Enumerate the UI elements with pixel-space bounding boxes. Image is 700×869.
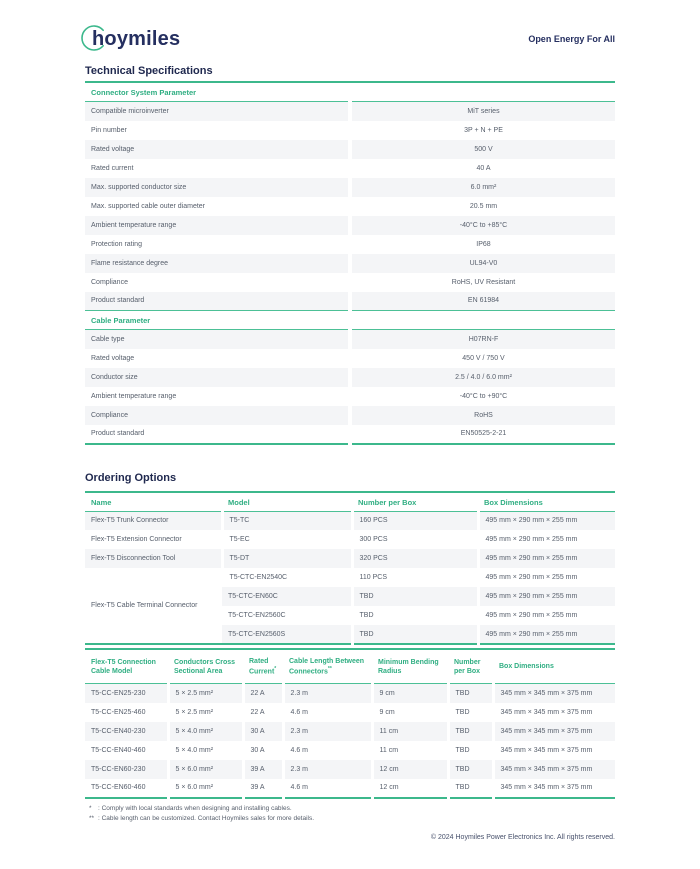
hoymiles-logo [85, 22, 180, 56]
cell-group-name: Flex-T5 Cable Terminal Connector [85, 568, 222, 644]
cell-model: T5-EC [222, 530, 352, 549]
cell-dims: 495 mm × 290 mm × 255 mm [478, 530, 615, 549]
col-header-number-per-box: Number per Box [352, 492, 478, 512]
cell-dims: 495 mm × 290 mm × 255 mm [478, 511, 615, 530]
cell-model: T5-TC [222, 511, 352, 530]
cell: 30 A [243, 722, 283, 741]
spec-value: EN50525-2-21 [350, 425, 615, 444]
table-row [85, 760, 615, 779]
cell: 11 cm [372, 741, 448, 760]
cell: 22 A [243, 684, 283, 703]
cell: 12 cm [372, 779, 448, 798]
cell-dims: 495 mm × 290 mm × 255 mm [478, 568, 615, 587]
cell: 4.6 m [283, 741, 372, 760]
cell: 11 cm [372, 722, 448, 741]
spec-value: 6.0 mm² [350, 178, 615, 197]
cell-qty: TBD [352, 625, 478, 644]
table-row [85, 235, 615, 254]
cell-qty: 160 PCS [352, 511, 478, 530]
col-header-cable-length: Cable Length Between Connectors** [283, 649, 372, 684]
cell: T5-CC-EN60-460 [91, 784, 146, 792]
cell: 39 A [243, 760, 283, 779]
spec-value: 2.5 / 4.0 / 6.0 mm² [350, 368, 615, 387]
cell: 5 × 2.5 mm² [168, 684, 243, 703]
spec-value: 20.5 mm [350, 197, 615, 216]
cell: 345 mm × 345 mm × 375 mm [493, 779, 615, 798]
cell-dims: 495 mm × 290 mm × 255 mm [478, 587, 615, 606]
cell-qty: TBD [352, 587, 478, 606]
col-header-cable-model: Flex-T5 Connection Cable Model [85, 649, 168, 684]
cell: 5 × 4.0 mm² [168, 722, 243, 741]
cell: 9 cm [372, 684, 448, 703]
cell: T5-CC-EN60-230 [85, 760, 168, 779]
spec-label: Protection rating [91, 240, 142, 248]
cell: 4.6 m [283, 779, 372, 798]
footnote-marker: ** [89, 814, 95, 822]
cell: 2.3 m [283, 760, 372, 779]
table-header-row [85, 649, 615, 684]
spec-label: Compliance [91, 278, 128, 286]
spec-value: UL94-V0 [350, 254, 615, 273]
cell: 2.3 m [283, 722, 372, 741]
ordering-table-cables [85, 648, 615, 799]
cell: 5 × 6.0 mm² [168, 779, 243, 798]
spec-value: -40°C to +85°C [350, 216, 615, 235]
table-row [85, 178, 615, 197]
footnote-text: : Cable length can be customized. Contact Hoymiles sales for more details. [98, 814, 315, 822]
table-row [85, 549, 615, 568]
col-header-name: Name [85, 492, 222, 512]
spec-value: RoHS, UV Resistant [350, 273, 615, 292]
cell: T5-CC-EN25-460 [91, 708, 146, 716]
cell: 5 × 4.0 mm² [168, 741, 243, 760]
cell-name: Flex-T5 Disconnection Tool [85, 549, 222, 568]
cell: TBD [448, 741, 493, 760]
technical-specifications-title: Technical Specifications [85, 65, 213, 77]
table-row [85, 330, 615, 349]
footnote-2 [85, 814, 615, 824]
col-header-box-dimensions: Box Dimensions [478, 492, 615, 512]
cell-name: Flex-T5 Trunk Connector [85, 511, 222, 530]
cell-model: T5-CTC-EN2560C [228, 612, 286, 619]
table-row [85, 197, 615, 216]
spec-label: Max. supported conductor size [85, 178, 350, 197]
cell: 22 A [243, 703, 283, 722]
spec-label: Rated current [91, 164, 134, 172]
cell: 12 cm [372, 760, 448, 779]
cell: 9 cm [372, 703, 448, 722]
cell-dims: 495 mm × 290 mm × 255 mm [478, 549, 615, 568]
cell: 345 mm × 345 mm × 375 mm [493, 684, 615, 703]
cell: 2.3 m [283, 684, 372, 703]
table-row [85, 292, 615, 311]
spec-label: Ambient temperature range [91, 392, 177, 400]
cell-model: T5-CTC-EN60C [222, 587, 352, 606]
spec-label: Compatible microinverter [85, 102, 350, 121]
cell-model: T5-CTC-EN2540C [222, 568, 352, 587]
table-row [85, 140, 615, 159]
cell-qty: 110 PCS [352, 568, 478, 587]
footnote-1 [85, 804, 615, 814]
spec-value: 3P + N + PE [350, 121, 615, 140]
copyright-text: © 2024 Hoymiles Power Electronics Inc. All rights reserved. [430, 833, 615, 841]
footnote-text: : Comply with local standards when designing and installing cables. [98, 804, 292, 812]
spec-label: Product standard [91, 430, 145, 437]
spec-value: -40°C to +90°C [350, 387, 615, 406]
spec-value: 450 V / 750 V [350, 349, 615, 368]
cell-model: T5-CTC-EN2560S [222, 625, 352, 644]
spec-label: Ambient temperature range [85, 216, 350, 235]
ordering-options-title: Ordering Options [85, 471, 177, 484]
technical-specifications-table [85, 81, 615, 445]
spec-value: MiT series [350, 102, 615, 121]
table-row [85, 741, 615, 760]
col-header-cross-section: Conductors Cross Sectional Area [168, 649, 243, 684]
cell-name: Flex-T5 Extension Connector [91, 536, 182, 543]
table-row [85, 684, 615, 703]
cell: TBD [448, 684, 493, 703]
cell-qty: 320 PCS [352, 549, 478, 568]
cell-qty: TBD [352, 606, 478, 625]
table-row [85, 121, 615, 140]
brand-tagline: Open Energy For All [528, 34, 615, 44]
spec-value: EN 61984 [350, 292, 615, 311]
spec-label: Flame resistance degree [85, 254, 350, 273]
table-row [85, 368, 615, 387]
cell-model: T5-DT [222, 549, 352, 568]
logo-wordmark: hoymiles [92, 27, 181, 50]
footnotes [85, 804, 615, 824]
table-row [85, 722, 615, 741]
spec-value: 500 V [350, 140, 615, 159]
spec-label: Pin number [91, 126, 127, 134]
spec-label: Compliance [85, 406, 350, 425]
page-header [85, 0, 615, 57]
table-row [85, 530, 615, 549]
footnote-marker: * [89, 804, 92, 812]
spec-label: Conductor size [85, 368, 350, 387]
table-row [85, 159, 615, 178]
cell: T5-CC-EN40-460 [91, 746, 146, 754]
cell: 345 mm × 345 mm × 375 mm [493, 741, 615, 760]
cell: T5-CC-EN40-230 [85, 722, 168, 741]
table-row [85, 406, 615, 425]
cell-qty: 300 PCS [352, 530, 478, 549]
logo-arc-icon [79, 23, 109, 53]
spec-value: 40 A [350, 159, 615, 178]
cell: 345 mm × 345 mm × 375 mm [493, 760, 615, 779]
cell: TBD [448, 779, 493, 798]
spec-value: H07RN-F [350, 330, 615, 349]
table-row [85, 273, 615, 292]
cell: TBD [448, 760, 493, 779]
spec-value: IP68 [350, 235, 615, 254]
cell: 5 × 6.0 mm² [168, 760, 243, 779]
spec-label: Max. supported cable outer diameter [91, 202, 206, 210]
cell: 4.6 m [283, 703, 372, 722]
col-header-bending-radius: Minimum Bending Radius [372, 649, 448, 684]
col-header-box-dimensions: Box Dimensions [493, 649, 615, 684]
section-header-cable: Cable Parameter [85, 311, 615, 330]
spec-label: Rated voltage [91, 354, 135, 362]
spec-value: RoHS [350, 406, 615, 425]
table-row [85, 568, 615, 587]
cell: 30 A [243, 741, 283, 760]
cell-dims: 495 mm × 290 mm × 255 mm [478, 606, 615, 625]
cell: TBD [448, 703, 493, 722]
cell: 5 × 2.5 mm² [168, 703, 243, 722]
table-row [85, 425, 615, 444]
table-row [85, 387, 615, 406]
spec-label: Product standard [85, 292, 350, 311]
cell: 345 mm × 345 mm × 375 mm [493, 722, 615, 741]
cell: 39 A [243, 779, 283, 798]
col-header-number-per-box: Number per Box [448, 649, 493, 684]
table-row [85, 102, 615, 121]
ordering-table-connectors [85, 491, 615, 646]
cell: T5-CC-EN25-230 [85, 684, 168, 703]
cell: 345 mm × 345 mm × 375 mm [493, 703, 615, 722]
col-header-rated-current: Rated Current* [243, 649, 283, 684]
cell: TBD [448, 722, 493, 741]
table-row [85, 703, 615, 722]
section-header-connector: Connector System Parameter [85, 82, 615, 102]
table-row [85, 349, 615, 368]
spec-label: Rated voltage [85, 140, 350, 159]
col-header-model: Model [222, 492, 352, 512]
spec-label: Cable type [85, 330, 350, 349]
cell-dims: 495 mm × 290 mm × 255 mm [478, 625, 615, 644]
table-header-row [85, 492, 615, 512]
table-row [85, 216, 615, 235]
table-row [85, 254, 615, 273]
table-row [85, 779, 615, 798]
table-row [85, 511, 615, 530]
